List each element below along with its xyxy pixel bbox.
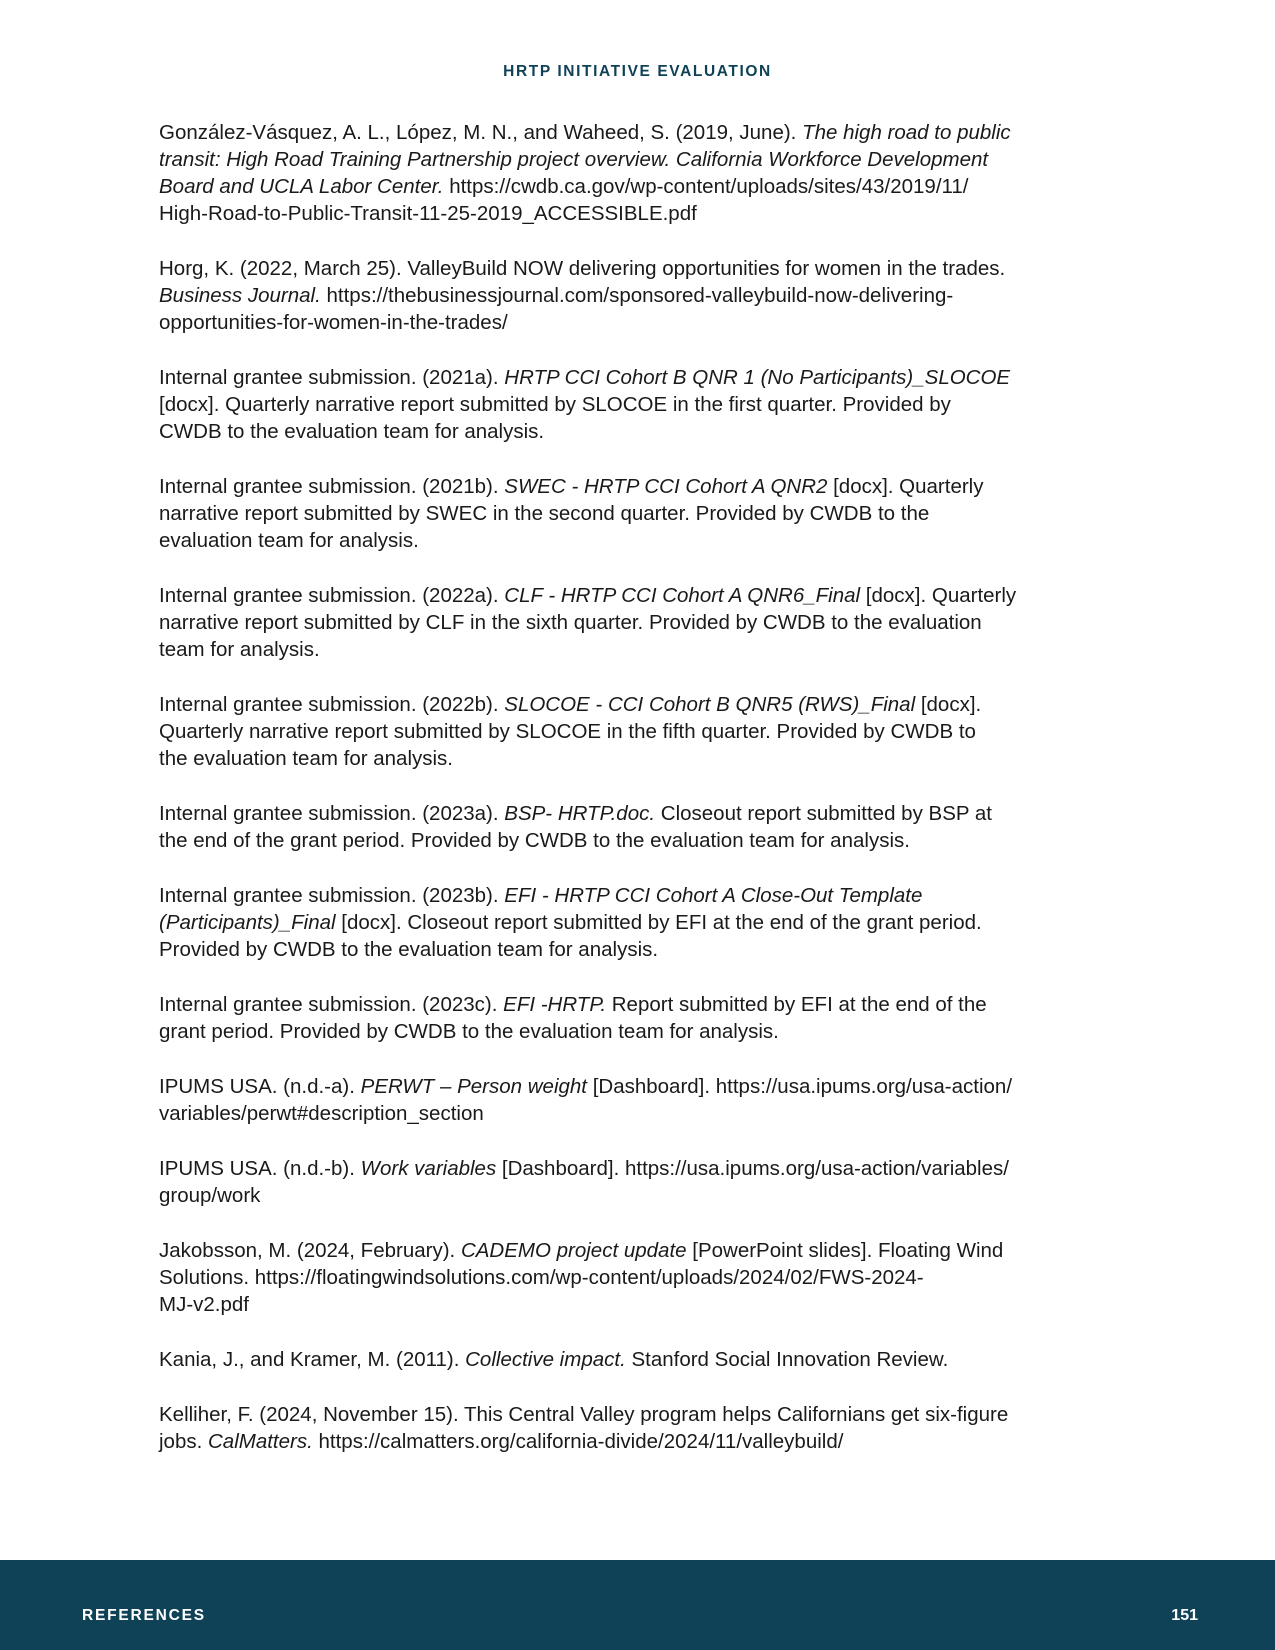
reference-title-italic: SLOCOE - CCI Cohort B QNR5 (RWS)_Final (504, 693, 916, 716)
reference-title-italic: transit: High Road Training Partnership project overview. California Workforce Development (159, 148, 989, 171)
reference-entry (159, 119, 1129, 227)
reference-text: IPUMS USA. (n.d.-a). (159, 1075, 361, 1098)
reference-entry (159, 1237, 1129, 1318)
reference-text: group/work (159, 1184, 261, 1207)
reference-title-italic: EFI - HRTP CCI Cohort A Close-Out Template (504, 884, 923, 907)
reference-line (159, 255, 1129, 282)
reference-title-italic: EFI -HRTP. (503, 993, 607, 1016)
reference-line (159, 418, 1129, 445)
reference-text: Kania, J., and Kramer, M. (2011). (159, 1348, 466, 1371)
reference-entry (159, 364, 1129, 445)
reference-text: [PowerPoint slides]. Floating Wind (686, 1239, 1004, 1262)
reference-entry (159, 691, 1129, 772)
reference-entry (159, 473, 1129, 554)
reference-text: [Dashboard]. https://usa.ipums.org/usa-action/variables/ (496, 1157, 1009, 1180)
reference-entry (159, 800, 1129, 854)
reference-line (159, 991, 1129, 1018)
reference-text: [Dashboard]. https://usa.ipums.org/usa-action/ (587, 1075, 1013, 1098)
reference-title-italic: (Participants)_Final (159, 911, 336, 934)
reference-text: Internal grantee submission. (2021b). (159, 475, 505, 498)
reference-line (159, 636, 1129, 663)
reference-text: Closeout report submitted by BSP at (655, 802, 992, 825)
reference-line (159, 1237, 1129, 1264)
reference-text: Report submitted by EFI at the end of the (606, 993, 987, 1016)
reference-text: Provided by CWDB to the evaluation team for analysis. (159, 938, 659, 961)
reference-line (159, 800, 1129, 827)
reference-line (159, 1291, 1129, 1318)
reference-title-italic: CLF - HRTP CCI Cohort A QNR6_Final (504, 584, 861, 607)
reference-text: [docx]. Closeout report submitted by EFI at the end of the grant period. (335, 911, 982, 934)
footer-section-label: REFERENCES (82, 1607, 206, 1624)
reference-line (159, 473, 1129, 500)
reference-line (159, 745, 1129, 772)
reference-text: [docx]. Quarterly (860, 584, 1017, 607)
reference-line (159, 1428, 1129, 1455)
reference-entry (159, 1073, 1129, 1127)
reference-text: Quarterly narrative report submitted by SLOCOE in the fifth quarter. Provided by CWDB to (159, 720, 976, 743)
reference-text: Internal grantee submission. (2023b). (159, 884, 505, 907)
reference-line (159, 827, 1129, 854)
reference-line (159, 909, 1129, 936)
reference-line (159, 200, 1129, 227)
reference-entry (159, 582, 1129, 663)
reference-entry (159, 1155, 1129, 1209)
reference-text: https://thebusinessjournal.com/sponsored-valleybuild-now-delivering- (320, 284, 954, 307)
reference-title-italic: PERWT – Person weight (360, 1075, 587, 1098)
page-number: 151 (1171, 1607, 1198, 1624)
reference-text: the evaluation team for analysis. (159, 747, 453, 770)
reference-text: [docx]. Quarterly narrative report submitted by SLOCOE in the first quarter. Provided by (159, 393, 951, 416)
reference-text: Jakobsson, M. (2024, February). (159, 1239, 461, 1262)
reference-text: [docx]. Quarterly (827, 475, 984, 498)
reference-text: the end of the grant period. Provided by CWDB to the evaluation team for analysis. (159, 829, 910, 852)
reference-entry (159, 882, 1129, 963)
reference-entry (159, 255, 1129, 336)
reference-text: Kelliher, F. (2024, November 15). This Central Valley program helps Californians get six-figure (159, 1403, 1009, 1426)
reference-line (159, 609, 1129, 636)
reference-text: Internal grantee submission. (2023c). (159, 993, 504, 1016)
running-header: HRTP INITIATIVE EVALUATION (503, 63, 772, 80)
reference-text: https://cwdb.ca.gov/wp-content/uploads/sites/43/2019/11/ (443, 175, 969, 198)
reference-entry (159, 991, 1129, 1045)
reference-line (159, 282, 1129, 309)
reference-line (159, 527, 1129, 554)
reference-text: narrative report submitted by CLF in the sixth quarter. Provided by CWDB to the evaluation (159, 611, 982, 634)
reference-title-italic: CalMatters. (208, 1430, 313, 1453)
reference-title-italic: Business Journal. (159, 284, 321, 307)
reference-line (159, 1264, 1129, 1291)
reference-text: Solutions. https://floatingwindsolutions.com/wp-content/uploads/2024/02/FWS-2024- (159, 1266, 924, 1289)
reference-text: grant period. Provided by CWDB to the evaluation team for analysis. (159, 1020, 779, 1043)
reference-line (159, 691, 1129, 718)
reference-line (159, 173, 1129, 200)
reference-text: opportunities-for-women-in-the-trades/ (159, 311, 508, 334)
reference-line (159, 309, 1129, 336)
reference-text: IPUMS USA. (n.d.-b). (159, 1157, 361, 1180)
reference-line (159, 1401, 1129, 1428)
reference-line (159, 1346, 1129, 1373)
reference-text: team for analysis. (159, 638, 320, 661)
page-footer (0, 1560, 1275, 1650)
reference-title-italic: HRTP CCI Cohort B QNR 1 (No Participants)_SLOCOE (504, 366, 1011, 389)
reference-text: High-Road-to-Public-Transit-11-25-2019_ACCESSIBLE.pdf (159, 202, 697, 225)
reference-text: Internal grantee submission. (2021a). (159, 366, 505, 389)
reference-list (159, 119, 1129, 1483)
reference-text: CWDB to the evaluation team for analysis. (159, 420, 545, 443)
reference-line (159, 882, 1129, 909)
reference-line (159, 391, 1129, 418)
reference-line (159, 1018, 1129, 1045)
reference-text: Horg, K. (2022, March 25). ValleyBuild NOW delivering opportunities for women in the trades. (159, 257, 1006, 280)
reference-text: [docx]. (915, 693, 982, 716)
reference-text: Internal grantee submission. (2022b). (159, 693, 505, 716)
reference-line (159, 364, 1129, 391)
reference-line (159, 582, 1129, 609)
reference-text: González-Vásquez, A. L., López, M. N., and Waheed, S. (2019, June). (159, 121, 803, 144)
reference-line (159, 146, 1129, 173)
reference-entry (159, 1401, 1129, 1455)
reference-text: Stanford Social Innovation Review. (625, 1348, 949, 1371)
reference-entry (159, 1346, 1129, 1373)
reference-text: Internal grantee submission. (2022a). (159, 584, 505, 607)
reference-text: jobs. (159, 1430, 208, 1453)
reference-text: https://calmatters.org/california-divide/2024/11/valleybuild/ (312, 1430, 844, 1453)
reference-text: narrative report submitted by SWEC in the second quarter. Provided by CWDB to the (159, 502, 930, 525)
reference-title-italic: Board and UCLA Labor Center. (159, 175, 444, 198)
reference-line (159, 1073, 1129, 1100)
reference-title-italic: The high road to public (802, 121, 1011, 144)
reference-line (159, 1100, 1129, 1127)
reference-title-italic: SWEC - HRTP CCI Cohort A QNR2 (504, 475, 828, 498)
reference-title-italic: Work variables (360, 1157, 497, 1180)
reference-line (159, 119, 1129, 146)
reference-text: variables/perwt#description_section (159, 1102, 484, 1125)
reference-text: evaluation team for analysis. (159, 529, 419, 552)
reference-line (159, 1182, 1129, 1209)
reference-line (159, 718, 1129, 745)
reference-title-italic: Collective impact. (465, 1348, 626, 1371)
reference-line (159, 1155, 1129, 1182)
reference-line (159, 936, 1129, 963)
reference-text: MJ-v2.pdf (159, 1293, 249, 1316)
reference-text: Internal grantee submission. (2023a). (159, 802, 505, 825)
reference-line (159, 500, 1129, 527)
reference-title-italic: CADEMO project update (460, 1239, 687, 1262)
reference-title-italic: BSP- HRTP.doc. (504, 802, 656, 825)
